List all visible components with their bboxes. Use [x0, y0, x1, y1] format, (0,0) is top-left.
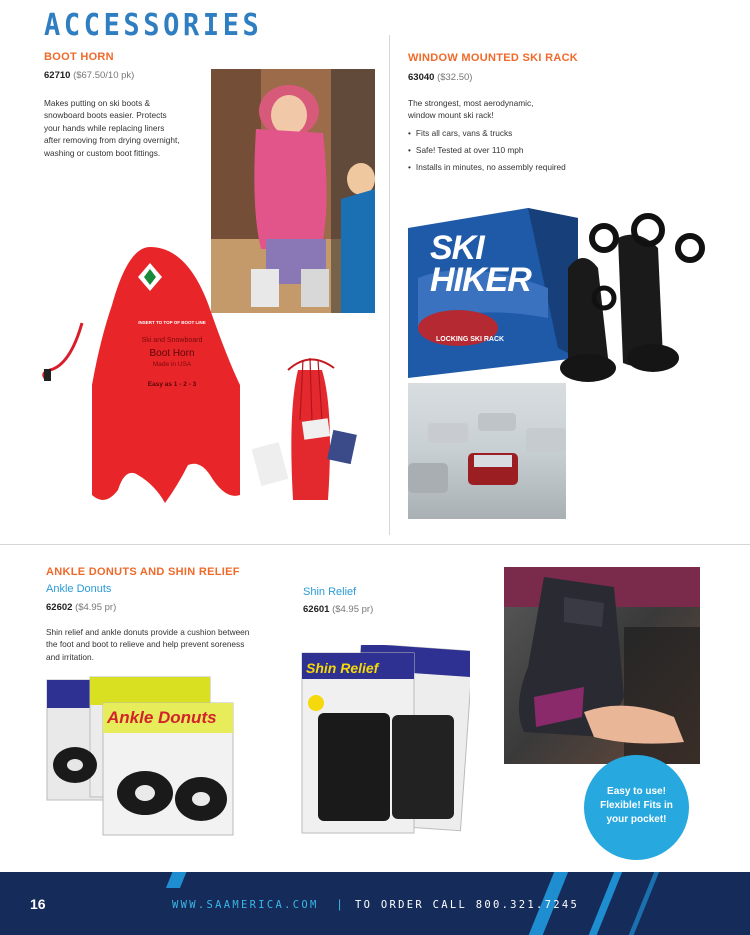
ankle-donuts-subheading: Ankle Donuts: [46, 583, 112, 595]
ski-rack-heading: WINDOW MOUNTED SKI RACK: [408, 52, 579, 64]
boot-horn-bundle-illustration: [248, 350, 360, 505]
ankle-desc-line: and irritation.: [46, 651, 94, 662]
footer-separator: |: [338, 897, 342, 911]
boot-horn-desc-line: after removing from drying overnight,: [44, 135, 180, 146]
boot-horn-product-line4: Made in USA: [152, 361, 192, 368]
ankle-shin-description: [46, 626, 286, 663]
boot-horn-insert-text: INSERT TO TOP OF BOOT LINE: [138, 320, 206, 325]
boot-horn-desc-line: washing or custom boot fittings.: [44, 147, 161, 158]
ankle-donuts-package-label: Ankle Donuts: [107, 708, 217, 727]
feature-item: • Installs in minutes, no assembly required: [408, 162, 566, 172]
ski-hiker-product-image: [408, 208, 708, 408]
ankle-donuts-product-image: [45, 675, 235, 837]
ankle-donuts-sku: 62602: [46, 602, 73, 613]
feature-item: • Safe! Tested at over 110 mph: [408, 145, 566, 155]
ankle-desc-line: the foot and boot to relieve and help prevent soreness: [46, 639, 245, 650]
boot-horn-desc-line: Makes putting on ski boots &: [44, 98, 151, 108]
ankle-donuts-price-line: [46, 602, 116, 613]
ski-rack-features: [408, 128, 566, 179]
boot-horn-product-image: [40, 245, 245, 505]
boot-horn-desc-line: snowboard boots easier. Protects: [44, 110, 167, 121]
ski-hiker-tag: LOCKING SKI RACK: [436, 336, 505, 343]
shin-relief-product-image: [300, 645, 470, 835]
footer-bar: [0, 872, 750, 935]
ankle-donuts-price: ($4.95 pr): [75, 602, 117, 613]
ski-rack-price: ($32.50): [437, 72, 473, 83]
boot-horn-price-line: [44, 70, 134, 81]
ski-rack-desc-line: The strongest, most aerodynamic,: [408, 98, 534, 108]
website-link[interactable]: WWW.SAAMERICA.COM: [172, 899, 319, 911]
ski-rack-description: [408, 97, 608, 122]
feature-item: • Fits all cars, vans & trucks: [408, 128, 566, 138]
badge-line: Flexible! Fits in: [600, 800, 673, 811]
boot-horn-shape: [40, 245, 245, 505]
boot-horn-price: ($67.50/10 pk): [73, 70, 135, 81]
shin-relief-price: ($4.95 pr): [332, 604, 374, 615]
boot-horn-pack-image: [248, 350, 360, 505]
ankle-shin-heading: ANKLE DONUTS AND SHIN RELIEF: [46, 566, 240, 578]
easy-to-use-badge: [584, 755, 689, 860]
badge-line: your pocket!: [606, 814, 667, 825]
footer-decoration: [166, 872, 188, 888]
ski-boot-illustration: [504, 567, 700, 764]
boot-horn-heading: BOOT HORN: [44, 51, 114, 63]
shin-relief-sku: 62601: [303, 604, 330, 615]
ankle-desc-line: Shin relief and ankle donuts provide a cushion between: [46, 627, 250, 637]
shin-relief-package-label: Shin Relief: [306, 660, 379, 676]
boot-horn-product-line2: Ski and Snowboard: [141, 337, 203, 344]
page-number: 16: [30, 896, 46, 912]
section-divider: [0, 544, 750, 545]
boot-horn-description: [44, 97, 209, 159]
boot-horn-product-line5: Easy as 1 - 2 - 3: [147, 381, 197, 388]
boot-horn-desc-line: your hands while replacing liners: [44, 122, 165, 133]
column-divider: [389, 35, 390, 535]
ski-rack-sku: 63040: [408, 72, 435, 83]
ski-rack-price-line: [408, 72, 472, 83]
ski-boot-photo: [504, 567, 700, 764]
footer-decoration: [582, 872, 626, 935]
shin-relief-price-line: [303, 604, 373, 615]
ski-hiker-brand: SKI HIKER: [430, 229, 531, 299]
ski-rack-desc-line: window mount ski rack!: [408, 110, 494, 121]
order-phone: TO ORDER CALL 800.321.7245: [355, 899, 580, 911]
boot-horn-sku: 62710: [44, 70, 71, 81]
badge-line: Easy to use!: [607, 786, 666, 797]
shin-relief-subheading: Shin Relief: [303, 586, 357, 598]
boot-horn-product-line3: Boot Horn: [149, 348, 195, 359]
footer-decoration: [622, 872, 663, 935]
page-title: ACCESSORIES: [44, 8, 263, 43]
ankle-donuts-packages: [45, 675, 235, 837]
